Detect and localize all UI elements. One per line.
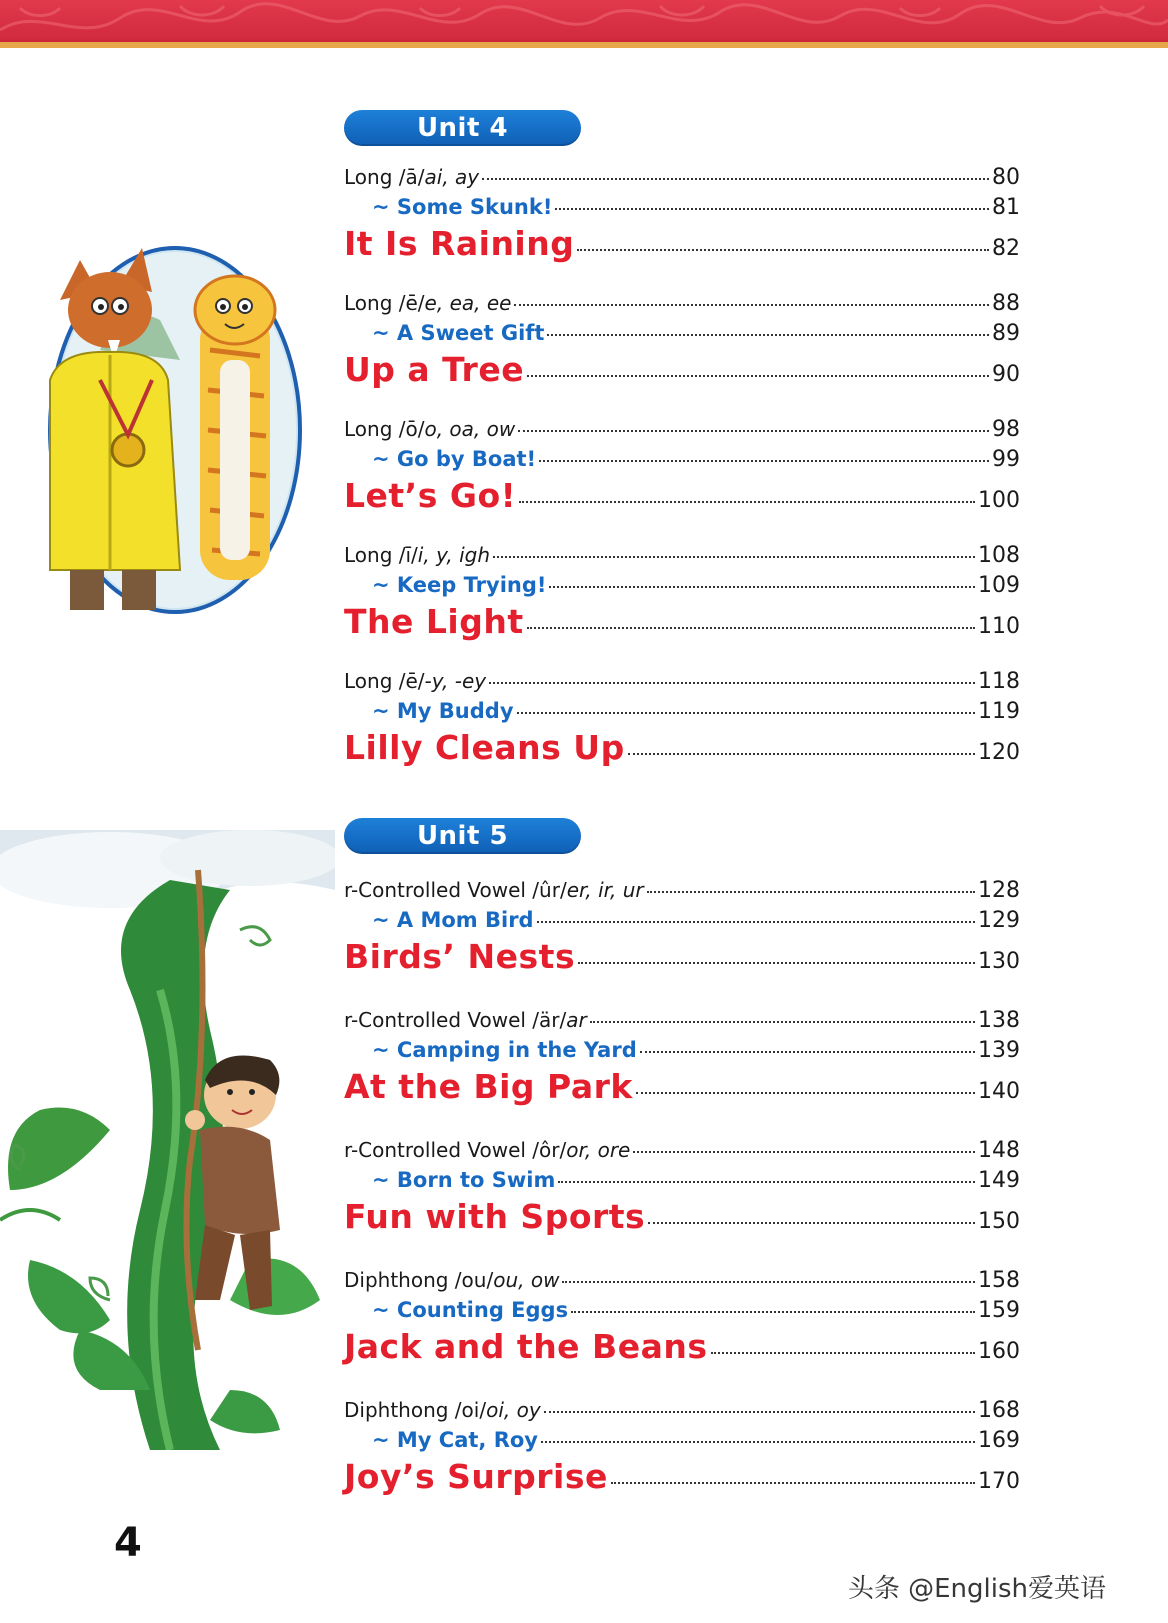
phonics-label: Long /ē/e, ea, ee bbox=[344, 291, 512, 315]
dot-leader bbox=[518, 430, 989, 432]
gold-stripe bbox=[0, 42, 1168, 48]
phonics-label: Long /ī/i, y, igh bbox=[344, 543, 490, 567]
phonics-label: Diphthong /oi/oi, oy bbox=[344, 1398, 541, 1422]
main-title: Up a Tree bbox=[344, 350, 525, 389]
toc-story-entry bbox=[372, 573, 1020, 601]
toc-phonics-entry bbox=[344, 543, 1020, 571]
page-number: 109 bbox=[978, 573, 1020, 598]
page-number: 89 bbox=[992, 321, 1020, 346]
watermark-text: 头条 @English爱英语 bbox=[847, 1574, 1106, 1604]
dot-leader bbox=[611, 1482, 975, 1484]
story-title: ~ A Mom Bird bbox=[372, 908, 534, 932]
toc-phonics-entry bbox=[344, 291, 1020, 319]
toc-main-entry bbox=[344, 1457, 1020, 1501]
page-number: 138 bbox=[978, 1008, 1020, 1033]
dot-leader bbox=[578, 962, 975, 964]
dot-leader bbox=[493, 556, 975, 558]
page-number: 80 bbox=[992, 165, 1020, 190]
dot-leader bbox=[633, 1151, 975, 1153]
page-number: 98 bbox=[992, 417, 1020, 442]
page-number: 159 bbox=[978, 1298, 1020, 1323]
page-number: 149 bbox=[978, 1168, 1020, 1193]
phonics-label: Long /ē/-y, -ey bbox=[344, 669, 487, 693]
toc-phonics-entry bbox=[344, 1138, 1020, 1166]
dot-leader bbox=[549, 586, 975, 588]
page-number: 130 bbox=[978, 949, 1020, 974]
dot-leader bbox=[517, 712, 975, 714]
page-number: 148 bbox=[978, 1138, 1020, 1163]
dot-leader bbox=[577, 249, 989, 251]
toc-phonics-entry bbox=[344, 1268, 1020, 1296]
main-title: Lilly Cleans Up bbox=[344, 728, 625, 767]
dot-leader bbox=[555, 208, 989, 210]
toc-story-entry bbox=[372, 908, 1020, 936]
dot-leader bbox=[562, 1281, 975, 1283]
toc-main-entry bbox=[344, 1067, 1020, 1111]
dot-leader bbox=[648, 1222, 975, 1224]
dot-leader bbox=[539, 460, 989, 462]
page-number: 99 bbox=[992, 447, 1020, 472]
story-title: ~ Counting Eggs bbox=[372, 1298, 569, 1322]
swirl-pattern-icon bbox=[0, 0, 1168, 48]
toc-phonics-entry bbox=[344, 669, 1020, 697]
dot-leader bbox=[527, 627, 975, 629]
dot-leader bbox=[544, 1411, 975, 1413]
toc-phonics-entry bbox=[344, 878, 1020, 906]
phonics-label: Long /ā/ai, ay bbox=[344, 165, 480, 189]
page-number: 129 bbox=[978, 908, 1020, 933]
toc-story-entry bbox=[372, 1038, 1020, 1066]
unit-5-header: Unit 5 bbox=[344, 818, 581, 854]
phonics-label: Diphthong /ou/ou, ow bbox=[344, 1268, 560, 1292]
page-number: 160 bbox=[978, 1339, 1020, 1364]
page-number: 108 bbox=[978, 543, 1020, 568]
toc-main-entry bbox=[344, 350, 1020, 394]
dot-leader bbox=[547, 334, 989, 336]
page-number: 90 bbox=[992, 362, 1020, 387]
main-title: Fun with Sports bbox=[344, 1197, 646, 1236]
page-number: 88 bbox=[992, 291, 1020, 316]
dot-leader bbox=[514, 304, 989, 306]
story-title: ~ Go by Boat! bbox=[372, 447, 537, 471]
unit-4-header: Unit 4 bbox=[344, 110, 581, 146]
page-number: 100 bbox=[978, 488, 1020, 513]
dot-leader bbox=[558, 1181, 975, 1183]
toc-phonics-entry bbox=[344, 417, 1020, 445]
dot-leader bbox=[628, 753, 975, 755]
page-number: 150 bbox=[978, 1209, 1020, 1234]
fox-and-tiger-illustration bbox=[40, 240, 310, 640]
page-number: 139 bbox=[978, 1038, 1020, 1063]
page-number: 140 bbox=[978, 1079, 1020, 1104]
toc-phonics-entry bbox=[344, 1008, 1020, 1036]
page-number: 119 bbox=[978, 699, 1020, 724]
toc-story-entry bbox=[372, 699, 1020, 727]
toc-phonics-entry bbox=[344, 165, 1020, 193]
toc-main-entry bbox=[344, 937, 1020, 981]
dot-leader bbox=[590, 1021, 975, 1023]
main-title: Birds’ Nests bbox=[344, 937, 576, 976]
story-title: ~ Born to Swim bbox=[372, 1168, 556, 1192]
story-title: ~ Some Skunk! bbox=[372, 195, 553, 219]
toc-story-entry bbox=[372, 1428, 1020, 1456]
page-number-footer: 4 bbox=[114, 1520, 142, 1566]
dot-leader bbox=[541, 1441, 975, 1443]
dot-leader bbox=[571, 1311, 975, 1313]
dot-leader bbox=[636, 1092, 975, 1094]
main-title: At the Big Park bbox=[344, 1067, 633, 1106]
phonics-label: r-Controlled Vowel /är/ar bbox=[344, 1008, 587, 1032]
toc-story-entry bbox=[372, 447, 1020, 475]
phonics-label: Long /ō/o, oa, ow bbox=[344, 417, 516, 441]
dot-leader bbox=[489, 682, 975, 684]
toc-story-entry bbox=[372, 321, 1020, 349]
story-title: ~ A Sweet Gift bbox=[372, 321, 545, 345]
dot-leader bbox=[640, 1051, 975, 1053]
page-number: 158 bbox=[978, 1268, 1020, 1293]
phonics-label: r-Controlled Vowel /ûr/er, ir, ur bbox=[344, 878, 644, 902]
story-title: ~ My Buddy bbox=[372, 699, 514, 723]
page-number: 110 bbox=[978, 614, 1020, 639]
beanstalk-illustration bbox=[0, 830, 335, 1450]
dot-leader bbox=[537, 921, 975, 923]
dot-leader bbox=[647, 891, 975, 893]
toc-main-entry bbox=[344, 1197, 1020, 1241]
page-number: 168 bbox=[978, 1398, 1020, 1423]
dot-leader bbox=[482, 178, 989, 180]
toc-phonics-entry bbox=[344, 1398, 1020, 1426]
dot-leader bbox=[519, 501, 975, 503]
page-number: 118 bbox=[978, 669, 1020, 694]
toc-main-entry bbox=[344, 728, 1020, 772]
page-number: 169 bbox=[978, 1428, 1020, 1453]
toc-main-entry bbox=[344, 476, 1020, 520]
story-title: ~ Keep Trying! bbox=[372, 573, 547, 597]
page-number: 128 bbox=[978, 878, 1020, 903]
main-title: Let’s Go! bbox=[344, 476, 517, 515]
story-title: ~ My Cat, Roy bbox=[372, 1428, 539, 1452]
dot-leader bbox=[711, 1352, 976, 1354]
page-number: 82 bbox=[992, 236, 1020, 261]
top-decorative-band bbox=[0, 0, 1168, 48]
toc-main-entry bbox=[344, 602, 1020, 646]
main-title: It Is Raining bbox=[344, 224, 575, 263]
dot-leader bbox=[527, 375, 989, 377]
toc-story-entry bbox=[372, 1168, 1020, 1196]
toc-story-entry bbox=[372, 1298, 1020, 1326]
main-title: Joy’s Surprise bbox=[344, 1457, 608, 1496]
phonics-label: r-Controlled Vowel /ôr/or, ore bbox=[344, 1138, 631, 1162]
toc-main-entry bbox=[344, 224, 1020, 268]
toc-main-entry bbox=[344, 1327, 1020, 1371]
page-number: 170 bbox=[978, 1469, 1020, 1494]
page-number: 120 bbox=[978, 740, 1020, 765]
page-number: 81 bbox=[992, 195, 1020, 220]
story-title: ~ Camping in the Yard bbox=[372, 1038, 637, 1062]
main-title: Jack and the Beans bbox=[344, 1327, 708, 1366]
main-title: The Light bbox=[344, 602, 524, 641]
toc-story-entry bbox=[372, 195, 1020, 223]
